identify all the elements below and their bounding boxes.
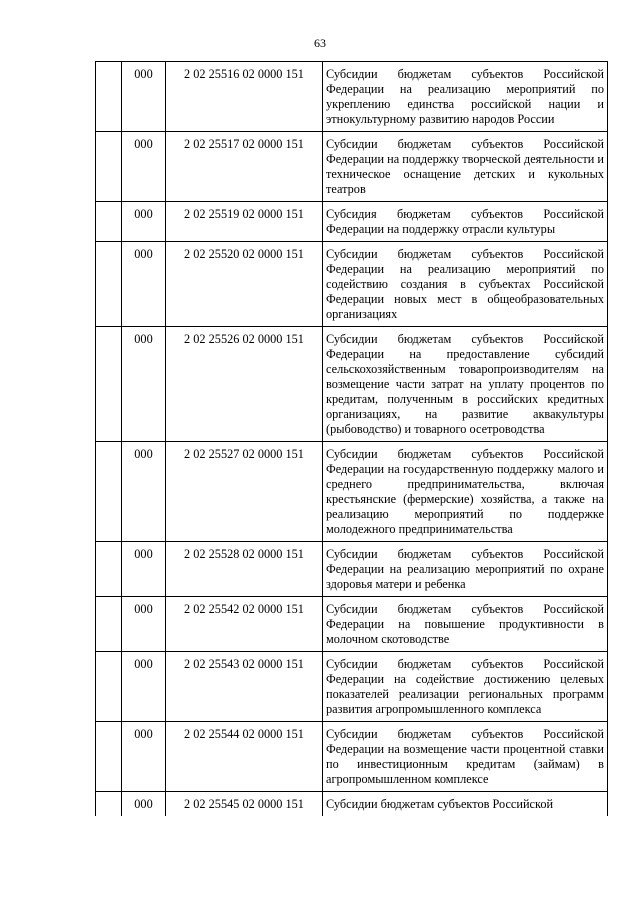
admin-code-cell: 000 bbox=[122, 202, 166, 242]
income-name-cell: Субсидия бюджетам субъектов Российской Федерации на поддержку отрасли культуры bbox=[323, 202, 608, 242]
income-code-cell: 2 02 25516 02 0000 151 bbox=[166, 62, 323, 132]
table-row bbox=[96, 542, 608, 597]
table-row bbox=[96, 202, 608, 242]
admin-code-cell: 000 bbox=[122, 327, 166, 442]
income-code-cell: 2 02 25520 02 0000 151 bbox=[166, 242, 323, 327]
row-marker-cell bbox=[96, 442, 122, 542]
income-code-cell: 2 02 25527 02 0000 151 bbox=[166, 442, 323, 542]
row-marker-cell bbox=[96, 327, 122, 442]
page-number: 63 bbox=[314, 36, 326, 50]
income-name-cell: Субсидии бюджетам субъектов Российской Федерации на реализацию мероприятий по охране здоровья матери и ребенка bbox=[323, 542, 608, 597]
income-name-cell: Субсидии бюджетам субъектов Российской Федерации на реализацию мероприятий по укреплению единства российской нации и этнокультурному развитию народов России bbox=[323, 62, 608, 132]
row-marker-cell bbox=[96, 722, 122, 792]
admin-code-cell: 000 bbox=[122, 792, 166, 817]
income-code-cell: 2 02 25544 02 0000 151 bbox=[166, 722, 323, 792]
admin-code-cell: 000 bbox=[122, 542, 166, 597]
row-marker-cell bbox=[96, 542, 122, 597]
income-code-cell: 2 02 25526 02 0000 151 bbox=[166, 327, 323, 442]
admin-code-cell: 000 bbox=[122, 652, 166, 722]
row-marker-cell bbox=[96, 202, 122, 242]
table-row bbox=[96, 792, 608, 817]
income-name-cell: Субсидии бюджетам субъектов Российской Федерации на поддержку творческой деятельности и техническое оснащение детских и кукольных театров bbox=[323, 132, 608, 202]
row-marker-cell bbox=[96, 242, 122, 327]
admin-code-cell: 000 bbox=[122, 132, 166, 202]
table-row bbox=[96, 442, 608, 542]
income-name-cell: Субсидии бюджетам субъектов Российской Федерации на реализацию мероприятий по содействию создания в субъектах Российской Федерации новых мест в общеобразовательных организациях bbox=[323, 242, 608, 327]
income-code-cell: 2 02 25519 02 0000 151 bbox=[166, 202, 323, 242]
row-marker-cell bbox=[96, 652, 122, 722]
table-row bbox=[96, 652, 608, 722]
income-code-cell: 2 02 25528 02 0000 151 bbox=[166, 542, 323, 597]
income-code-cell: 2 02 25545 02 0000 151 bbox=[166, 792, 323, 817]
row-marker-cell bbox=[96, 792, 122, 817]
budget-classification-table bbox=[95, 61, 608, 816]
admin-code-cell: 000 bbox=[122, 597, 166, 652]
row-marker-cell bbox=[96, 597, 122, 652]
table-row bbox=[96, 132, 608, 202]
admin-code-cell: 000 bbox=[122, 242, 166, 327]
income-name-cell: Субсидии бюджетам субъектов Российской Федерации на возмещение части процентной ставки по инвестиционным кредитам (займам) в агропромышленном комплексе bbox=[323, 722, 608, 792]
income-name-cell: Субсидии бюджетам субъектов Российской bbox=[323, 792, 608, 817]
table-row bbox=[96, 722, 608, 792]
income-code-cell: 2 02 25517 02 0000 151 bbox=[166, 132, 323, 202]
row-marker-cell bbox=[96, 132, 122, 202]
income-name-cell: Субсидии бюджетам субъектов Российской Федерации на содействие достижению целевых показателей реализации региональных программ развития агропромышленного комплекса bbox=[323, 652, 608, 722]
admin-code-cell: 000 bbox=[122, 62, 166, 132]
income-code-cell: 2 02 25543 02 0000 151 bbox=[166, 652, 323, 722]
income-code-cell: 2 02 25542 02 0000 151 bbox=[166, 597, 323, 652]
income-name-cell: Субсидии бюджетам субъектов Российской Федерации на предоставление субсидий сельскохозяйственным товаропроизводителям на возмещение части затрат на уплату процентов по кредитам, полученным в российских кредитных организациях, на развитие аквакультуры (рыбоводство) и товарного осетроводства bbox=[323, 327, 608, 442]
admin-code-cell: 000 bbox=[122, 722, 166, 792]
row-marker-cell bbox=[96, 62, 122, 132]
admin-code-cell: 000 bbox=[122, 442, 166, 542]
table-row bbox=[96, 242, 608, 327]
table-row bbox=[96, 62, 608, 132]
income-name-cell: Субсидии бюджетам субъектов Российской Федерации на государственную поддержку малого и среднего предпринимательства, включая крестьянские (фермерские) хозяйства, а также на реализацию мероприятий по поддержке молодежного предпринимательства bbox=[323, 442, 608, 542]
table-row bbox=[96, 327, 608, 442]
income-name-cell: Субсидии бюджетам субъектов Российской Федерации на повышение продуктивности в молочном скотоводстве bbox=[323, 597, 608, 652]
table-row bbox=[96, 597, 608, 652]
